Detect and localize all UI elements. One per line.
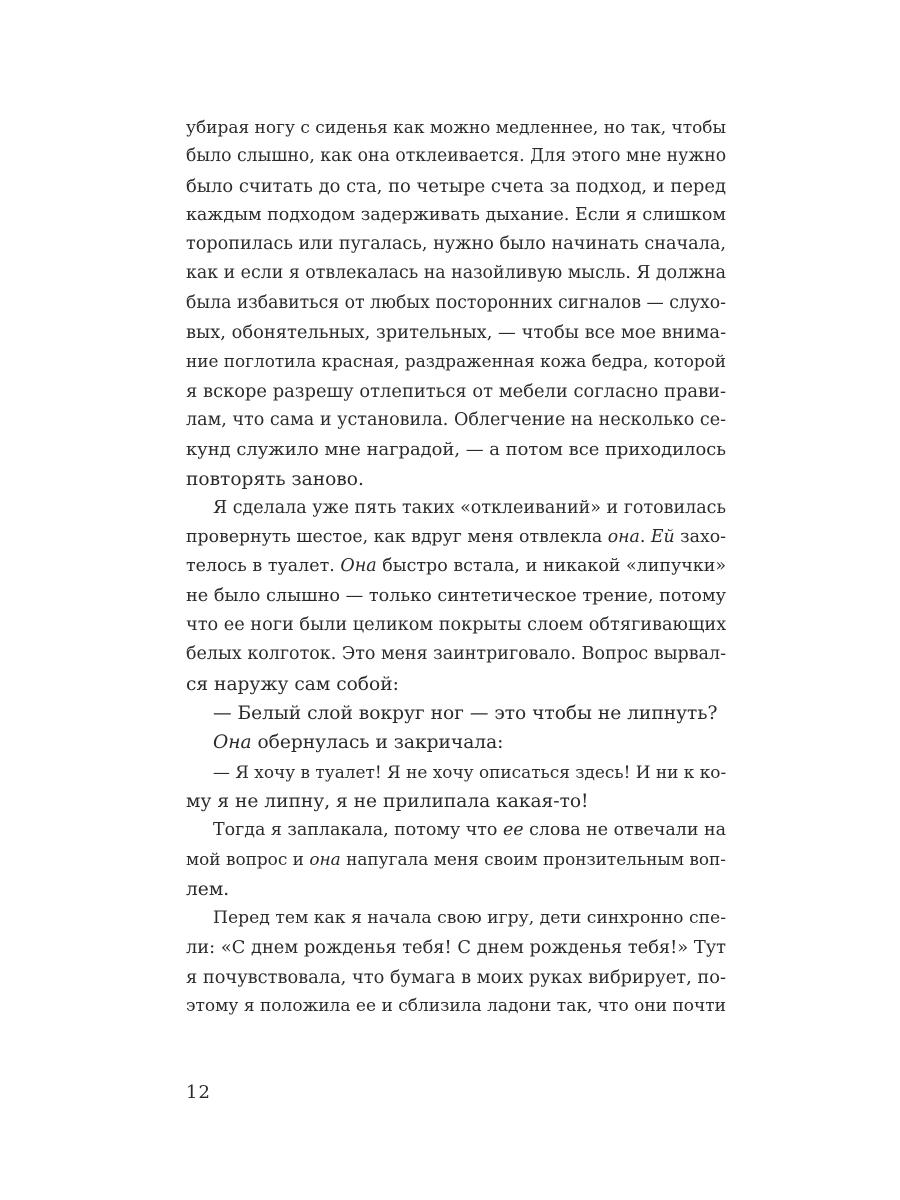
text-line: как и если я отвлекалась на назойливую мысль. Я должна bbox=[186, 263, 726, 284]
text-line: ся наружу сам собой: bbox=[186, 673, 399, 695]
text-line: было слышно, как она отклеивается. Для этого мне нужно bbox=[186, 146, 727, 167]
text-line: телось в туалет. Она быстро встала, и никакой «липучки» bbox=[186, 556, 726, 577]
text-line: я почувствовала, что бумага в моих руках вибрирует, по- bbox=[186, 966, 726, 988]
text-line: лем. bbox=[186, 878, 230, 900]
text-line: я вскоре разрешу отлепиться от мебели согласно прави- bbox=[186, 380, 726, 402]
text-line: мой вопрос и она напугала меня своим пронзительным воп- bbox=[186, 849, 726, 870]
emphasis: она bbox=[607, 527, 640, 548]
text-line: провернуть шестое, как вдруг меня отвлекла она. Ей захо- bbox=[186, 527, 726, 548]
page-body bbox=[186, 113, 726, 1021]
text-line: была избавиться от любых посторонних сигналов — слухо- bbox=[186, 292, 726, 313]
emphasis: Она bbox=[213, 732, 252, 754]
text-line: Я сделала уже пять таких «отклеиваний» и готовилась bbox=[213, 497, 726, 518]
page-number: 12 bbox=[186, 1082, 211, 1103]
text-line: лам, что сама и установила. Облегчение на несколько се- bbox=[186, 409, 726, 430]
dialogue-line: — Белый слой вокруг ног — это чтобы не липнуть? bbox=[213, 702, 718, 724]
text-line: торопилась или пугалась, нужно было начинать сначала, bbox=[186, 234, 726, 255]
emphasis: Ей bbox=[650, 527, 675, 548]
text-line: Тогда я заплакала, потому что ее слова не отвечали на bbox=[213, 820, 726, 841]
text-line: убирая ногу с сиденья как можно медленнее, но так, чтобы bbox=[186, 117, 726, 137]
text-line: кунд служило мне наградой, — а потом все приходилось bbox=[186, 439, 726, 461]
emphasis: Она bbox=[340, 556, 377, 577]
text-line: повторять заново. bbox=[186, 468, 364, 490]
text-line: му я не липну, я не прилипала какая-то! bbox=[186, 790, 589, 812]
text-line: было считать до ста, по четыре счета за подход, и перед bbox=[186, 175, 726, 197]
text-line: белых колготок. Это меня заинтриговало. Вопрос вырвал- bbox=[186, 644, 726, 665]
dialogue-line: — Я хочу в туалет! Я не хочу описаться здесь! И ни к ко- bbox=[213, 761, 727, 782]
text-line: не было слышно — только синтетическое трение, потому bbox=[186, 585, 726, 606]
emphasis: она bbox=[309, 849, 341, 870]
text-line: ние поглотила красная, раздраженная кожа бедра, которой bbox=[186, 351, 726, 372]
text-line: ли: «С днем рожденья тебя! С днем рожденья тебя!» Тут bbox=[186, 937, 726, 959]
text-line: вых, обонятельных, зрительных, — чтобы все мое внима- bbox=[186, 322, 727, 344]
emphasis: ее bbox=[502, 820, 524, 841]
text-line: Она обернулась и закричала: bbox=[213, 732, 504, 754]
text-line: каждым подходом задерживать дыхание. Если я слишком bbox=[186, 204, 726, 225]
text-line: этому я положила ее и сблизила ладони так, что они почти bbox=[186, 995, 726, 1016]
text-line: что ее ноги были целиком покрыты слоем обтягивающих bbox=[186, 615, 727, 636]
text-line: Перед тем как я начала свою игру, дети синхронно спе- bbox=[213, 908, 726, 929]
